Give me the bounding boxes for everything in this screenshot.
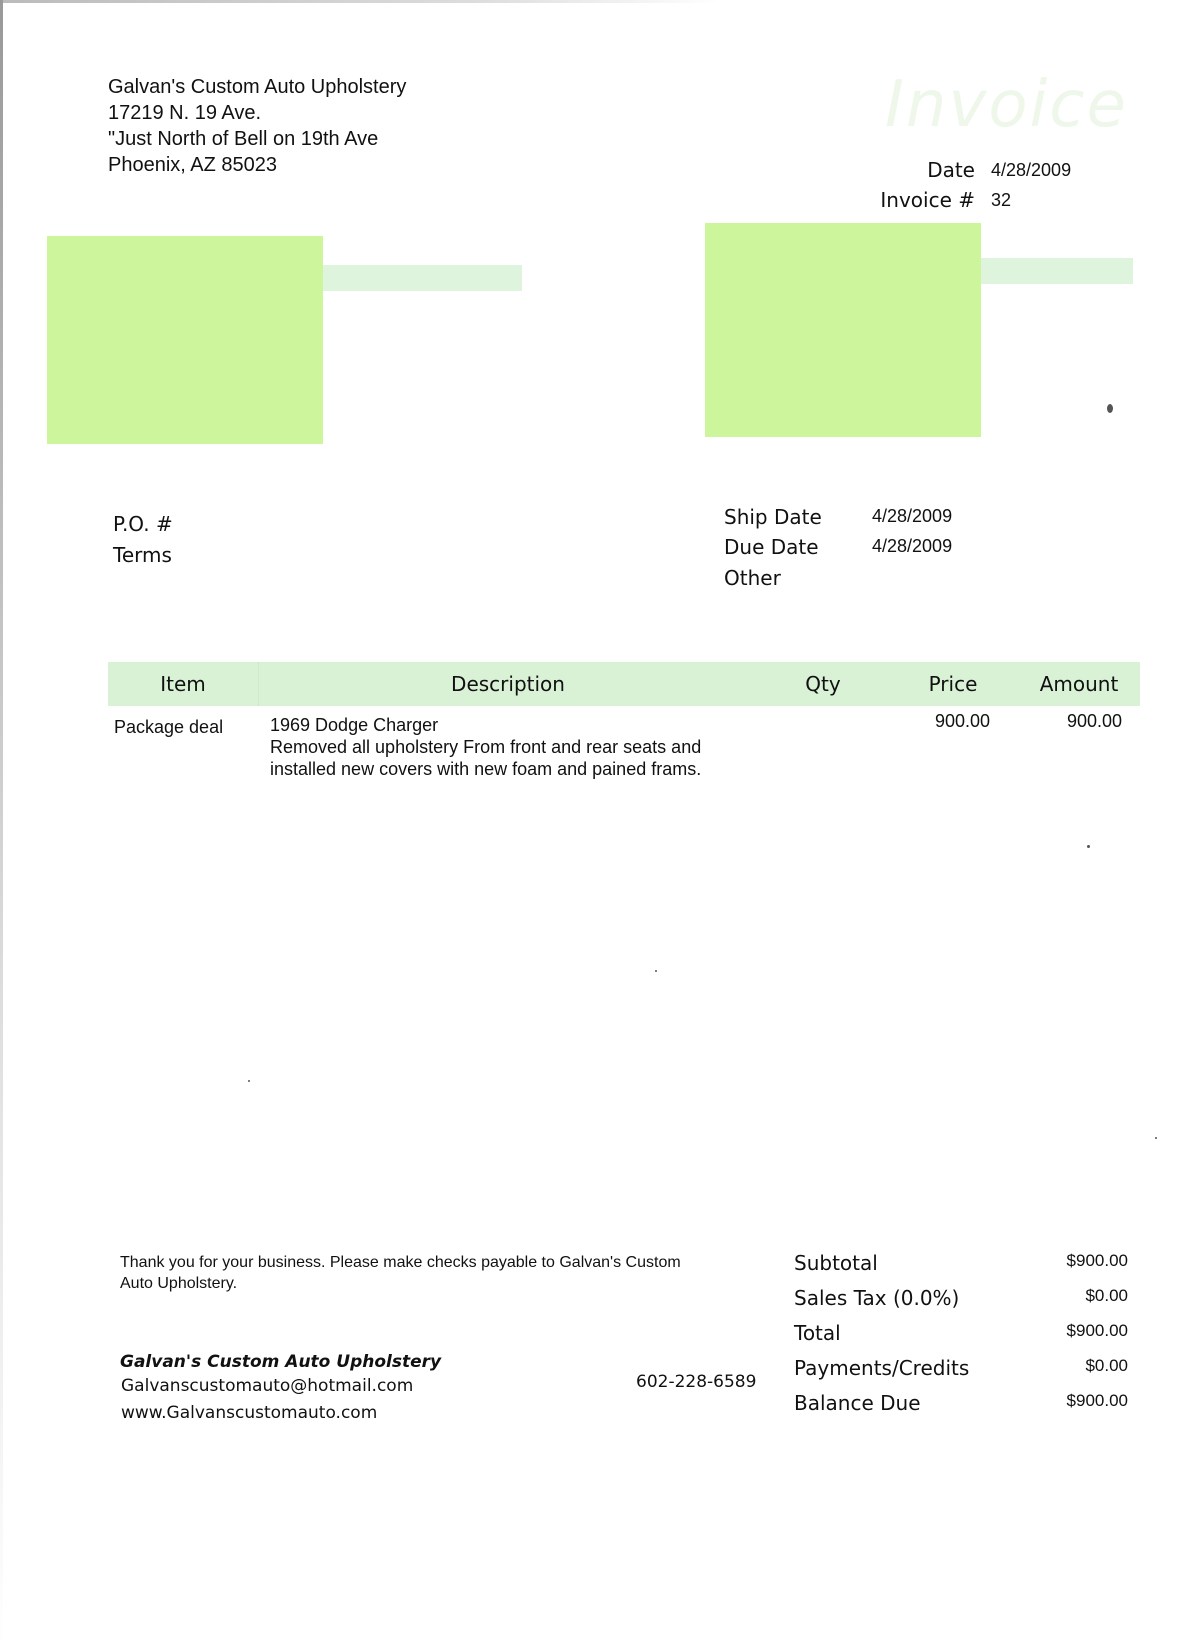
due-date-label: Due Date — [724, 535, 819, 559]
terms-label: Terms — [113, 543, 172, 567]
subtotal-label: Subtotal — [794, 1251, 878, 1275]
invoice-title-watermark: Invoice — [885, 68, 1128, 142]
ship-date-label: Ship Date — [724, 505, 822, 529]
ship-to-redaction — [705, 223, 981, 437]
total-value: $900.00 — [1066, 1321, 1128, 1340]
sales-tax-value: $0.00 — [1085, 1286, 1128, 1305]
column-header-description: Description — [451, 672, 565, 696]
scan-speck — [1107, 404, 1113, 413]
footer-phone: 602-228-6589 — [636, 1372, 757, 1392]
row-description — [270, 714, 701, 780]
ship-date-value: 4/28/2009 — [872, 506, 953, 526]
other-label: Other — [724, 566, 781, 590]
row-price: 900.00 — [934, 711, 990, 731]
thank-you-line: Auto Upholstery. — [120, 1275, 238, 1292]
company-address-block — [108, 74, 406, 178]
invoice-number-value: 32 — [991, 190, 1012, 210]
footer-website: www.Galvanscustomauto.com — [121, 1403, 378, 1423]
company-name: Galvan's Custom Auto Upholstery — [108, 76, 407, 98]
bill-to-header-band — [320, 265, 522, 291]
date-label: Date — [927, 158, 975, 182]
scan-speck — [1155, 1137, 1157, 1139]
invoice-number-label: Invoice # — [880, 188, 975, 212]
payments-credits-label: Payments/Credits — [794, 1356, 970, 1380]
thank-you-note — [120, 1252, 760, 1294]
scan-edge-left — [0, 0, 3, 1651]
ship-to-header-band — [980, 258, 1133, 284]
total-label: Total — [794, 1321, 841, 1345]
footer-email: Galvanscustomauto@hotmail.com — [121, 1376, 414, 1396]
row-item: Package deal — [114, 717, 224, 737]
balance-due-label: Balance Due — [794, 1391, 921, 1415]
scan-speck — [248, 1080, 250, 1082]
table-header — [108, 662, 1140, 706]
thank-you-line: Thank you for your business. Please make checks payable to Galvan's Custom — [120, 1254, 681, 1271]
sales-tax-label: Sales Tax (0.0%) — [794, 1286, 960, 1310]
balance-due-value: $900.00 — [1066, 1391, 1128, 1410]
payments-credits-value: $0.00 — [1085, 1356, 1128, 1375]
company-address-line3: Phoenix, AZ 85023 — [108, 154, 278, 176]
scan-speck — [1087, 845, 1090, 848]
row-amount: 900.00 — [1066, 711, 1122, 731]
scan-edge-top — [0, 0, 1200, 3]
scan-speck — [655, 970, 657, 972]
description-line: 1969 Dodge Charger — [270, 715, 439, 735]
column-header-amount: Amount — [1039, 672, 1119, 696]
company-address-line2: "Just North of Bell on 19th Ave — [108, 128, 379, 150]
due-date-value: 4/28/2009 — [872, 536, 953, 556]
column-header-price: Price — [928, 672, 978, 696]
footer-business-name: Galvan's Custom Auto Upholstery — [120, 1352, 442, 1372]
description-line: installed new covers with new foam and pained frams. — [270, 759, 702, 779]
bill-to-redaction — [47, 236, 323, 444]
description-line: Removed all upholstery From front and rear seats and — [270, 737, 702, 757]
date-value: 4/28/2009 — [991, 160, 1072, 180]
column-header-item: Item — [160, 672, 206, 696]
subtotal-value: $900.00 — [1066, 1251, 1128, 1270]
po-label: P.O. # — [113, 512, 173, 536]
company-address-line1: 17219 N. 19 Ave. — [108, 102, 262, 124]
column-header-qty: Qty — [805, 672, 841, 696]
